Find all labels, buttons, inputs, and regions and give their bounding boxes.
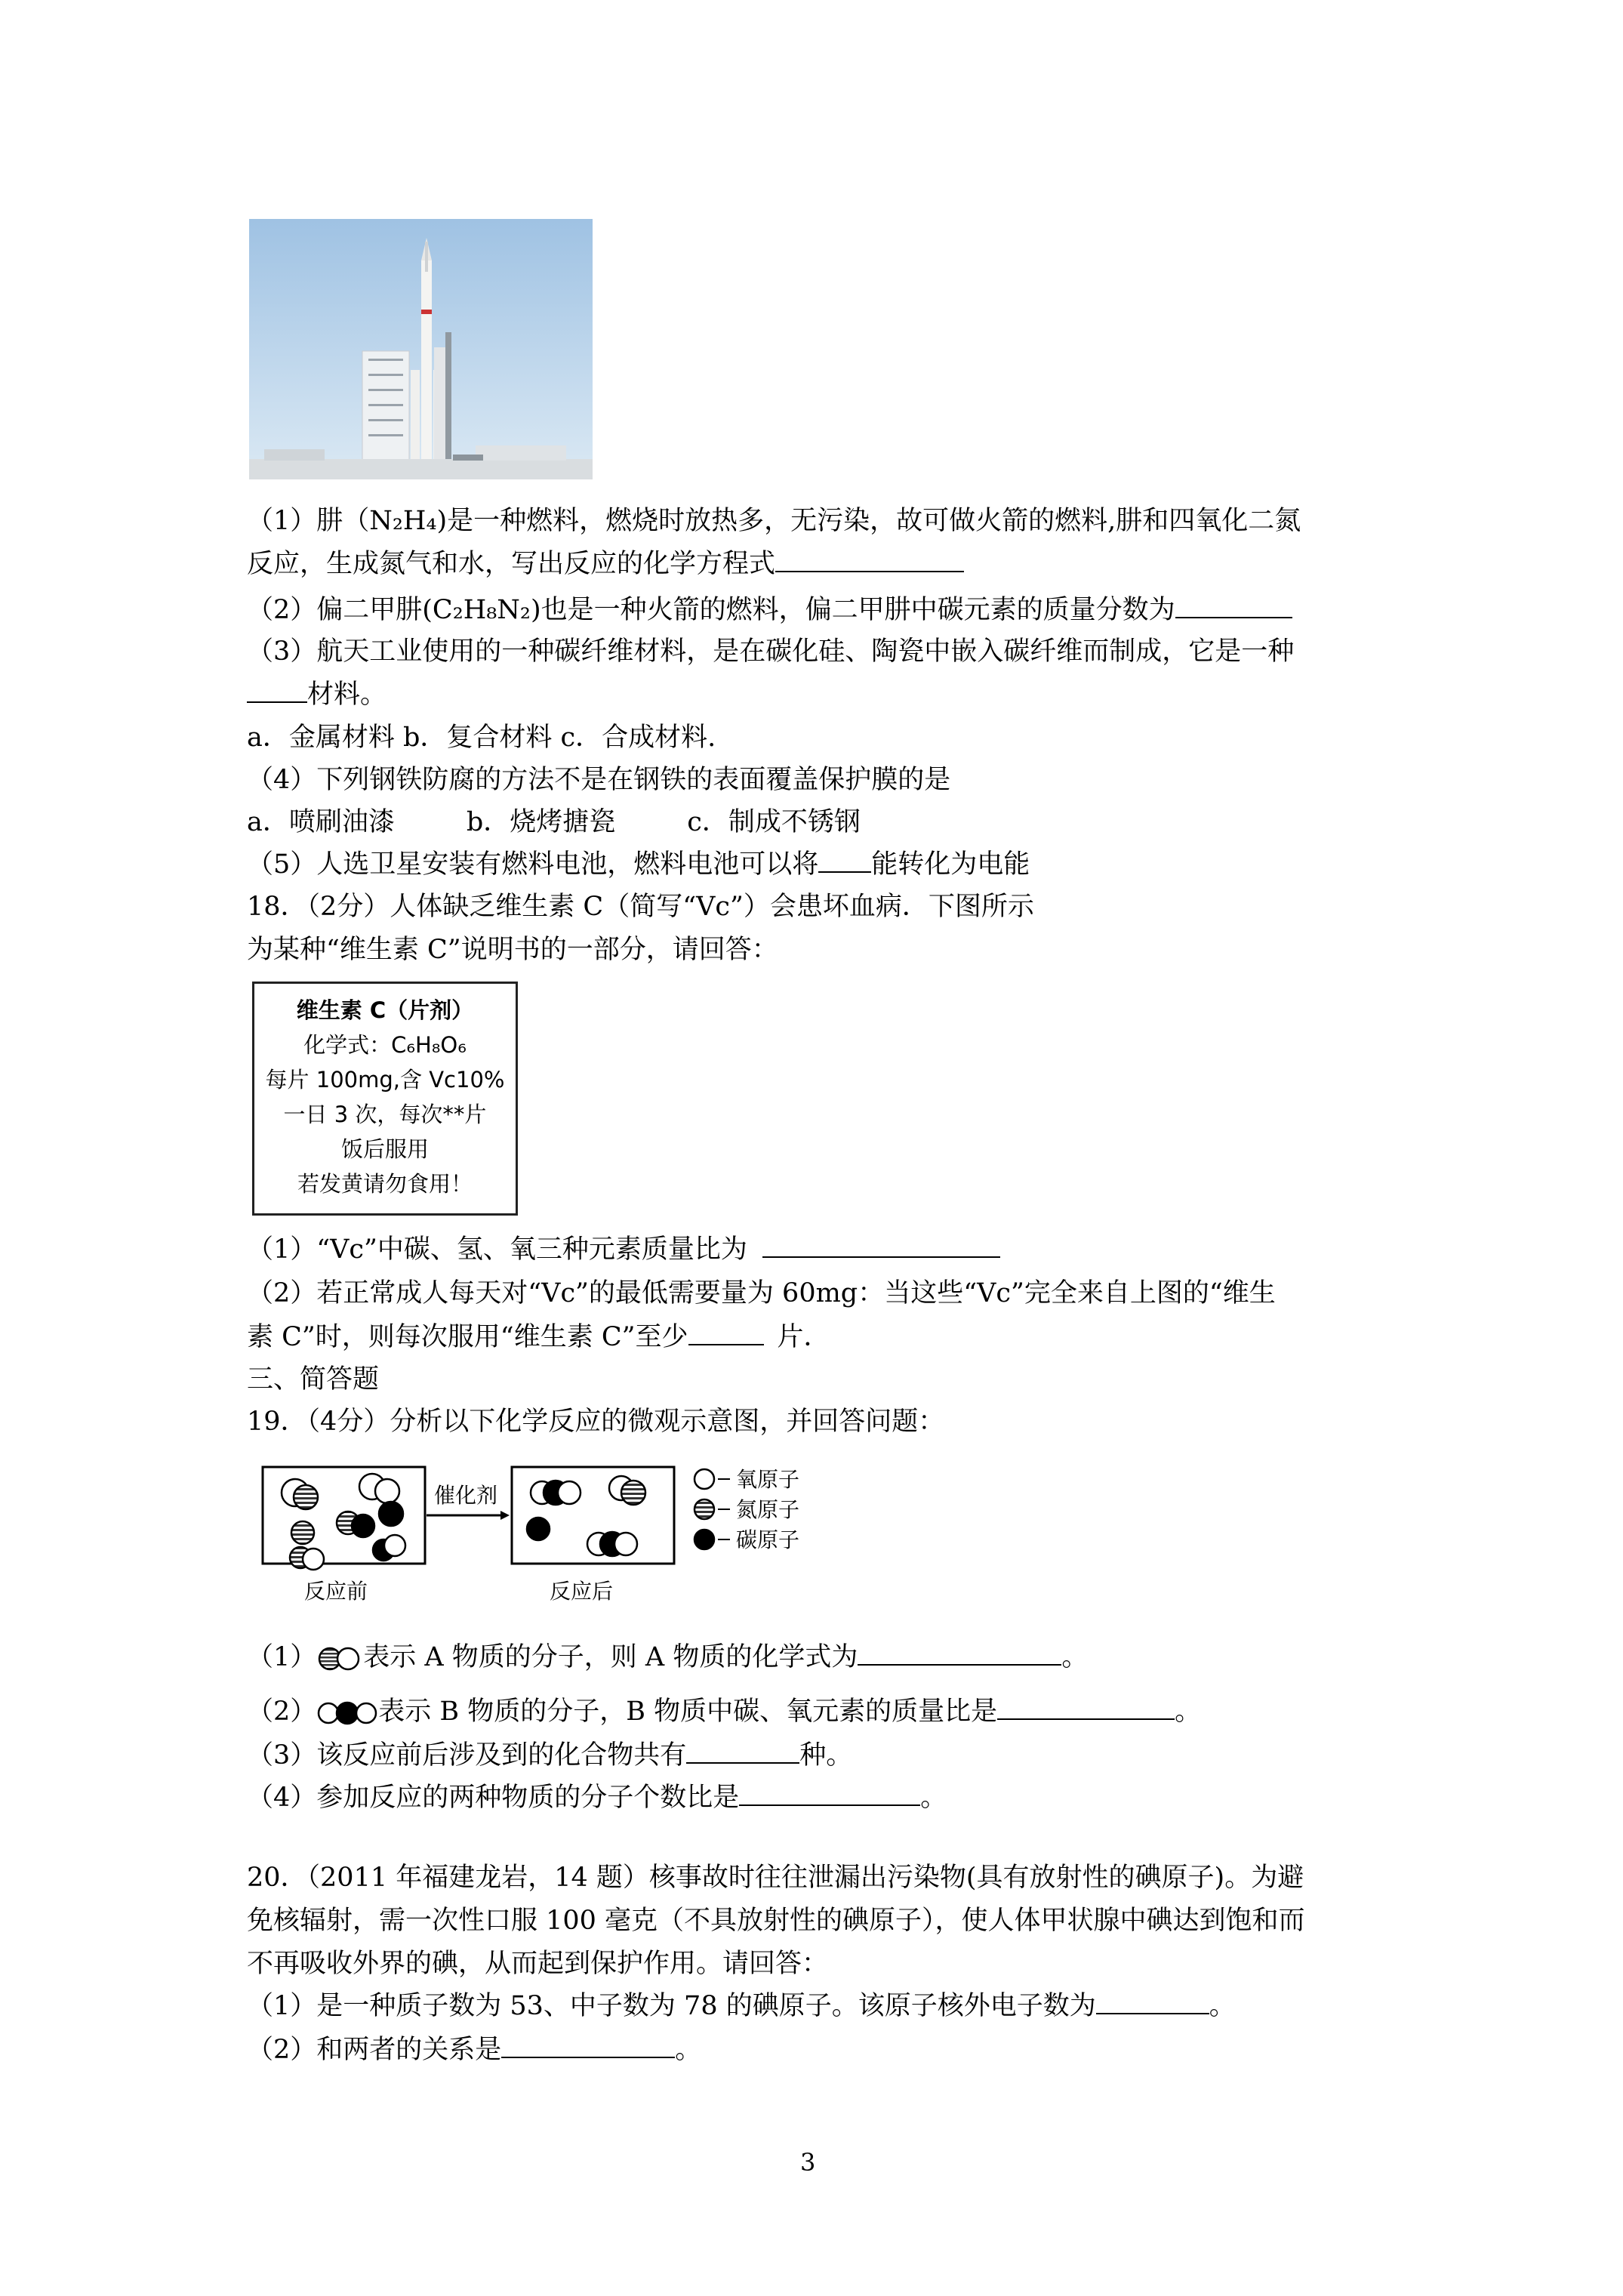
answer-blank [247,676,307,703]
label-usage: 一日 3 次，每次**片 [283,1102,487,1127]
after-caption: 反应后 [550,1579,614,1604]
q17-part3-text: 材料。 [307,680,387,710]
q19-part2 [247,1693,1201,1730]
q17-part3-line1: （3）航天工业使用的一种碳纤维材料，是在碳化硅、陶瓷中嵌入碳纤维而制成，它是一种 [247,636,1295,667]
q19-stem: 19．（4分）分析以下化学反应的微观示意图，并回答问题： [247,1407,945,1437]
q19-part1-prefix: （1） [247,1642,317,1672]
q19-part1-end: 。 [1061,1642,1089,1672]
q20-part1-text: （1）是一种质子数为 53、中子数为 78 的碘原子。该原子核外电子数为 [247,1991,1096,2021]
q17-part3-line2 [247,676,387,713]
q20-part1-end: 。 [1209,1991,1236,2021]
molecule-b-icon [316,1700,378,1727]
q20-part1 [247,1987,1236,2025]
q18-part2-line1: （2）若正常成人每天对“Vc”的最低需要量为 60mg：当这些“Vc”完全来自上图的“维生 [247,1278,1276,1308]
q17-part5-text: （5）人选卫星安装有燃料电池，燃料电池可以将 [247,849,819,880]
q18-part1-text: （1）“Vc”中碳、氢、氧三种元素质量比为 [247,1234,747,1265]
q18-part2-text: 素 C”时，则每次服用“维生素 C”至少 [247,1322,688,1352]
q20-stem-line3: 不再吸收外界的碘，从而起到保护作用。请回答： [247,1949,829,1979]
q19-part4-text: （4）参加反应的两种物质的分子个数比是 [247,1783,740,1813]
q18-part2-tail: 片． [777,1322,830,1352]
q19-part3 [247,1737,852,1774]
q20-part2 [247,2031,701,2069]
legend-oxygen: 氧原子 [736,1467,800,1492]
option-c: c．制成不锈钢 [687,807,861,837]
q17-part1-line2 [247,545,964,583]
q19-part2-end: 。 [1175,1697,1202,1727]
answer-blank [858,1638,1061,1666]
q20-part2-text: （2）和两者的关系是 [247,2035,502,2065]
q18-part2-line2 [247,1318,830,1356]
q19-part1-text: 表示 A 物质的分子，则 A 物质的化学式为 [363,1642,858,1672]
q18-part1 [247,1231,1000,1268]
option-a: a．喷刷油漆 [247,807,395,837]
q17-part4-options [247,803,861,841]
legend-nitrogen: 氮原子 [736,1497,800,1522]
vitamin-c-label-box [252,982,518,1216]
answer-blank [997,1693,1175,1720]
label-after-meal: 饭后服用 [340,1136,429,1162]
answer-blank [1175,591,1292,618]
before-caption: 反应前 [304,1579,368,1604]
q19-part1 [247,1638,1088,1676]
q19-part2-text: 表示 B 物质的分子，B 物质中碳、氧元素的质量比是 [378,1697,998,1727]
q20-part2-end: 。 [675,2035,702,2065]
q19-part3-tail: 种。 [799,1740,853,1771]
label-formula: 化学式：C₆H₈O₆ [303,1032,467,1058]
page-number: 3 [800,2148,816,2177]
catalyst-label: 催化剂 [434,1483,498,1508]
section-heading: 三、简答题 [247,1364,380,1395]
q17-part1-text: 反应，生成氮气和水，写出反应的化学方程式 [247,549,776,579]
answer-blank [686,1737,799,1764]
answer-blank [1096,1987,1209,2014]
q19-part4 [247,1779,947,1817]
answer-blank [501,2031,675,2058]
rocket-launch-photo [249,219,593,479]
option-b: b．烧烤搪瓷 [466,807,616,837]
q19-part3-text: （3）该反应前后涉及到的化合物共有 [247,1740,687,1771]
q17-part3-options: a．金属材料 b．复合材料 c．合成材料. [247,723,716,753]
q19-part2-prefix: （2） [247,1697,317,1727]
q17-part2 [247,591,1292,629]
q17-part5 [247,846,1030,883]
q18-stem-line1: 18．（2分）人体缺乏维生素 C（简写“Vc”）会患坏血病．下图所示 [247,892,1034,922]
label-warning: 若发黄请勿食用！ [297,1171,473,1197]
q20-stem-line2: 免核辐射，需一次性口服 100 毫克（不具放射性的碘原子），使人体甲状腺中碘达到饱和而 [247,1906,1305,1936]
answer-blank [775,545,964,572]
q17-part5-tail: 能转化为电能 [871,849,1030,880]
q19-part4-end: 。 [920,1783,947,1813]
q17-part2-text: （2）偏二甲肼(C₂H₈N₂)也是一种火箭的燃料，偏二甲肼中碳元素的质量分数为 [247,595,1175,625]
answer-blank [688,1318,764,1345]
answer-blank [762,1231,1000,1258]
q18-stem-line2: 为某种“维生素 C”说明书的一部分，请回答： [247,935,778,965]
q17-part1-line1: （1）肼（N₂H₄)是一种燃料，燃烧时放热多，无污染，故可做火箭的燃料,肼和四氧化二氮 [247,506,1301,536]
answer-blank [739,1779,920,1806]
reaction-diagram [259,1461,833,1608]
q20-stem-line1: 20．（2011 年福建龙岩，14 题）核事故时往往泄漏出污染物(具有放射性的碘原子)。为避 [247,1863,1304,1893]
legend-carbon: 碳原子 [736,1527,800,1552]
q17-part4: （4）下列钢铁防腐的方法不是在钢铁的表面覆盖保护膜的是 [247,765,951,795]
label-dose: 每片 100mg,含 Vc10% [265,1067,505,1093]
answer-blank [818,846,871,873]
label-title: 维生素 C（片剂） [296,997,474,1023]
molecule-a-icon [316,1645,363,1672]
